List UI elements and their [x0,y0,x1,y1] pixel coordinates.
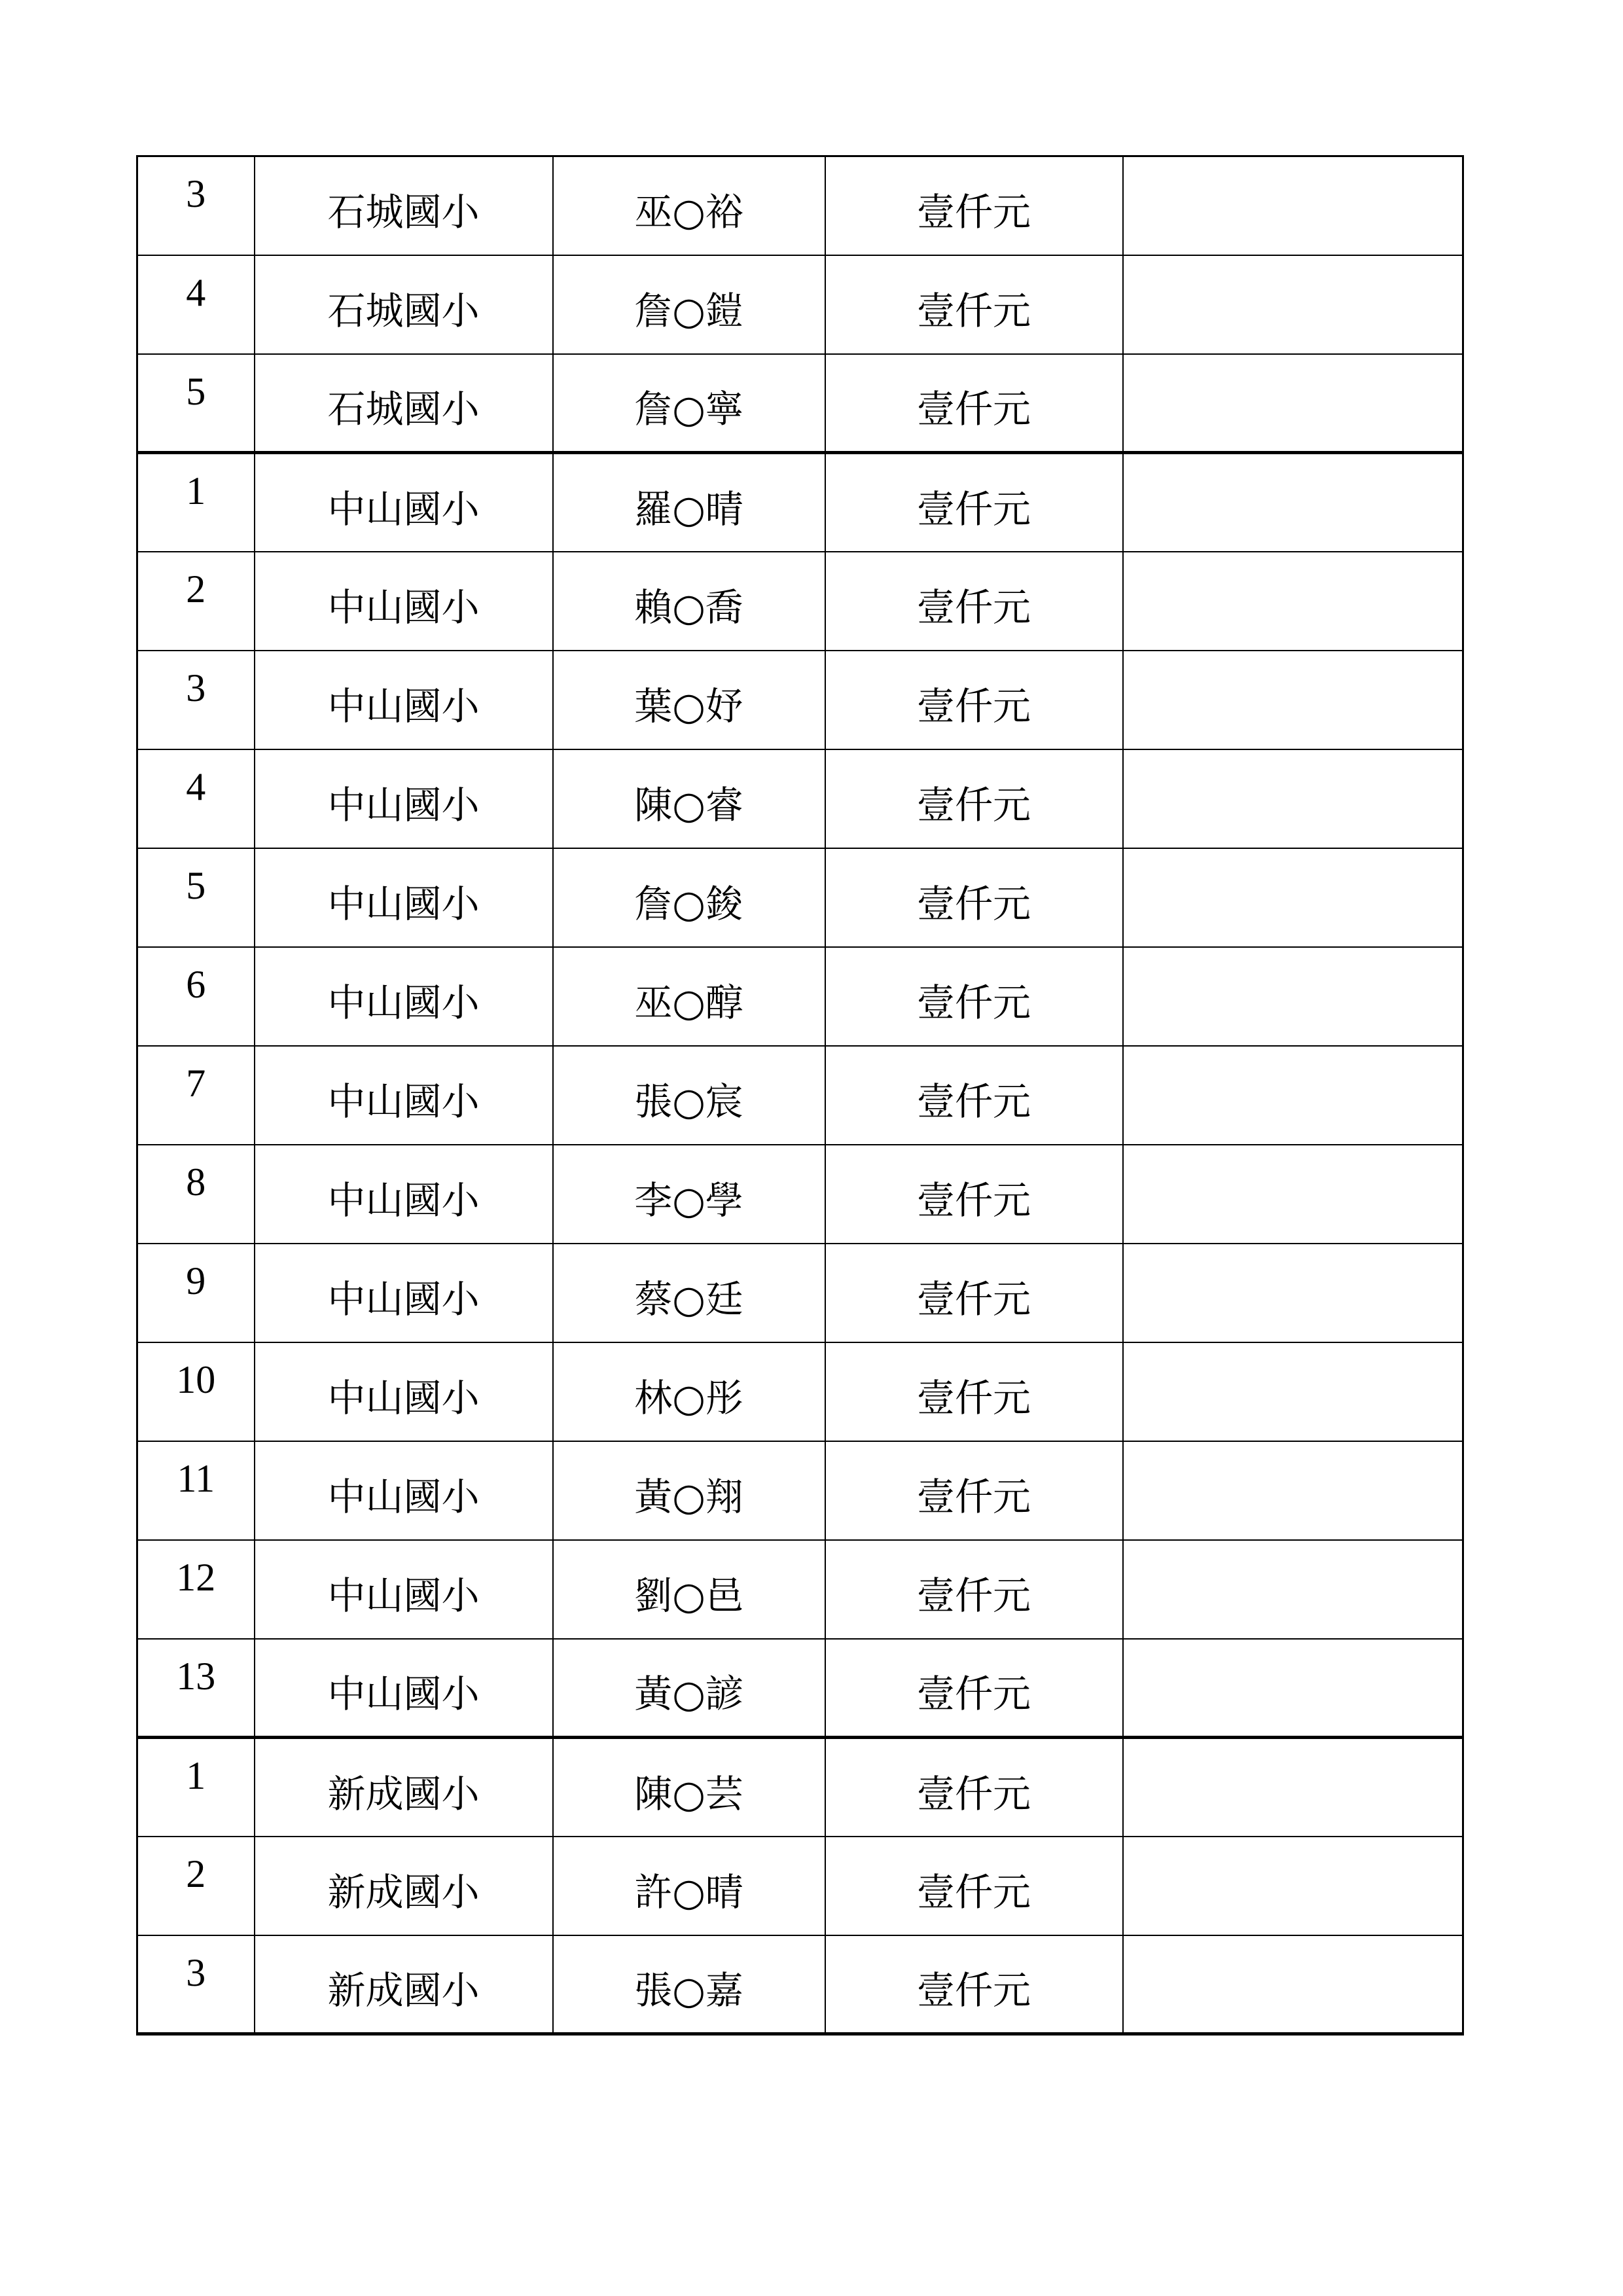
student-name-cell: 陳○芸 [553,1738,825,1837]
school-cell: 中山國小 [255,848,553,947]
school-cell: 新成國小 [255,1935,553,2034]
school-cell: 石城國小 [255,255,553,354]
student-name-cell: 羅○晴 [553,453,825,552]
remark-cell [1123,1342,1463,1441]
remark-cell [1123,848,1463,947]
row-number-cell: 4 [137,749,255,848]
award-amount-cell: 壹仟元 [825,354,1123,453]
row-number-cell: 8 [137,1145,255,1244]
award-amount-cell: 壹仟元 [825,1639,1123,1738]
table-row [137,1342,1463,1441]
table-row [137,651,1463,749]
school-cell: 中山國小 [255,1639,553,1738]
table-row [137,1540,1463,1639]
table-row [137,255,1463,354]
remark-cell [1123,1046,1463,1145]
row-number-cell: 6 [137,947,255,1046]
award-amount-cell: 壹仟元 [825,1145,1123,1244]
row-number-cell: 9 [137,1244,255,1342]
student-name-cell: 許○晴 [553,1837,825,1935]
row-number-cell: 2 [137,552,255,651]
row-number-cell: 7 [137,1046,255,1145]
school-cell: 中山國小 [255,749,553,848]
student-name-cell: 詹○鎧 [553,255,825,354]
school-cell: 石城國小 [255,156,553,255]
student-name-cell: 林○彤 [553,1342,825,1441]
table-row [137,1046,1463,1145]
award-amount-cell: 壹仟元 [825,1342,1123,1441]
school-cell: 新成國小 [255,1837,553,1935]
table-row [137,453,1463,552]
row-number-cell: 5 [137,354,255,453]
row-number-cell: 4 [137,255,255,354]
student-name-cell: 賴○喬 [553,552,825,651]
row-number-cell: 5 [137,848,255,947]
row-number-cell: 3 [137,156,255,255]
remark-cell [1123,1738,1463,1837]
table-row [137,354,1463,453]
row-number-cell: 11 [137,1441,255,1540]
school-cell: 中山國小 [255,651,553,749]
row-number-cell: 13 [137,1639,255,1738]
row-number-cell: 3 [137,1935,255,2034]
student-name-cell: 詹○寧 [553,354,825,453]
school-cell: 石城國小 [255,354,553,453]
student-name-cell: 葉○妤 [553,651,825,749]
student-name-cell: 黃○翔 [553,1441,825,1540]
student-name-cell: 劉○邑 [553,1540,825,1639]
school-cell: 新成國小 [255,1738,553,1837]
table-row [137,1145,1463,1244]
table-row [137,1244,1463,1342]
remark-cell [1123,947,1463,1046]
remark-cell [1123,453,1463,552]
student-name-cell: 巫○醇 [553,947,825,1046]
student-name-cell: 李○學 [553,1145,825,1244]
award-amount-cell: 壹仟元 [825,255,1123,354]
remark-cell [1123,1244,1463,1342]
student-name-cell: 張○宸 [553,1046,825,1145]
award-amount-cell: 壹仟元 [825,1244,1123,1342]
table-row [137,1738,1463,1837]
award-amount-cell: 壹仟元 [825,749,1123,848]
row-number-cell: 1 [137,1738,255,1837]
table-row [137,1935,1463,2034]
table-row [137,749,1463,848]
table-row [137,552,1463,651]
table-row [137,1639,1463,1738]
remark-cell [1123,354,1463,453]
school-cell: 中山國小 [255,1145,553,1244]
table-row [137,1441,1463,1540]
student-name-cell: 巫○裕 [553,156,825,255]
row-number-cell: 2 [137,1837,255,1935]
remark-cell [1123,1145,1463,1244]
award-amount-cell: 壹仟元 [825,651,1123,749]
award-amount-cell: 壹仟元 [825,848,1123,947]
student-name-cell: 張○嘉 [553,1935,825,2034]
school-cell: 中山國小 [255,1540,553,1639]
school-cell: 中山國小 [255,1441,553,1540]
remark-cell [1123,1441,1463,1540]
row-number-cell: 10 [137,1342,255,1441]
school-cell: 中山國小 [255,552,553,651]
school-cell: 中山國小 [255,453,553,552]
roster-body [137,156,1463,2034]
award-amount-cell: 壹仟元 [825,552,1123,651]
school-cell: 中山國小 [255,947,553,1046]
school-cell: 中山國小 [255,1342,553,1441]
remark-cell [1123,255,1463,354]
table-row [137,848,1463,947]
table-row [137,947,1463,1046]
remark-cell [1123,1540,1463,1639]
award-amount-cell: 壹仟元 [825,453,1123,552]
row-number-cell: 12 [137,1540,255,1639]
table-row [137,1837,1463,1935]
remark-cell [1123,1639,1463,1738]
remark-cell [1123,651,1463,749]
remark-cell [1123,749,1463,848]
award-roster-table [136,155,1464,2036]
student-name-cell: 詹○鋑 [553,848,825,947]
row-number-cell: 1 [137,453,255,552]
remark-cell [1123,1935,1463,2034]
remark-cell [1123,1837,1463,1935]
award-amount-cell: 壹仟元 [825,947,1123,1046]
table-row [137,156,1463,255]
school-cell: 中山國小 [255,1244,553,1342]
student-name-cell: 陳○睿 [553,749,825,848]
award-amount-cell: 壹仟元 [825,1738,1123,1837]
award-amount-cell: 壹仟元 [825,1441,1123,1540]
award-amount-cell: 壹仟元 [825,1540,1123,1639]
student-name-cell: 蔡○廷 [553,1244,825,1342]
award-amount-cell: 壹仟元 [825,156,1123,255]
remark-cell [1123,156,1463,255]
award-amount-cell: 壹仟元 [825,1837,1123,1935]
remark-cell [1123,552,1463,651]
award-amount-cell: 壹仟元 [825,1935,1123,2034]
row-number-cell: 3 [137,651,255,749]
award-amount-cell: 壹仟元 [825,1046,1123,1145]
school-cell: 中山國小 [255,1046,553,1145]
student-name-cell: 黃○諺 [553,1639,825,1738]
